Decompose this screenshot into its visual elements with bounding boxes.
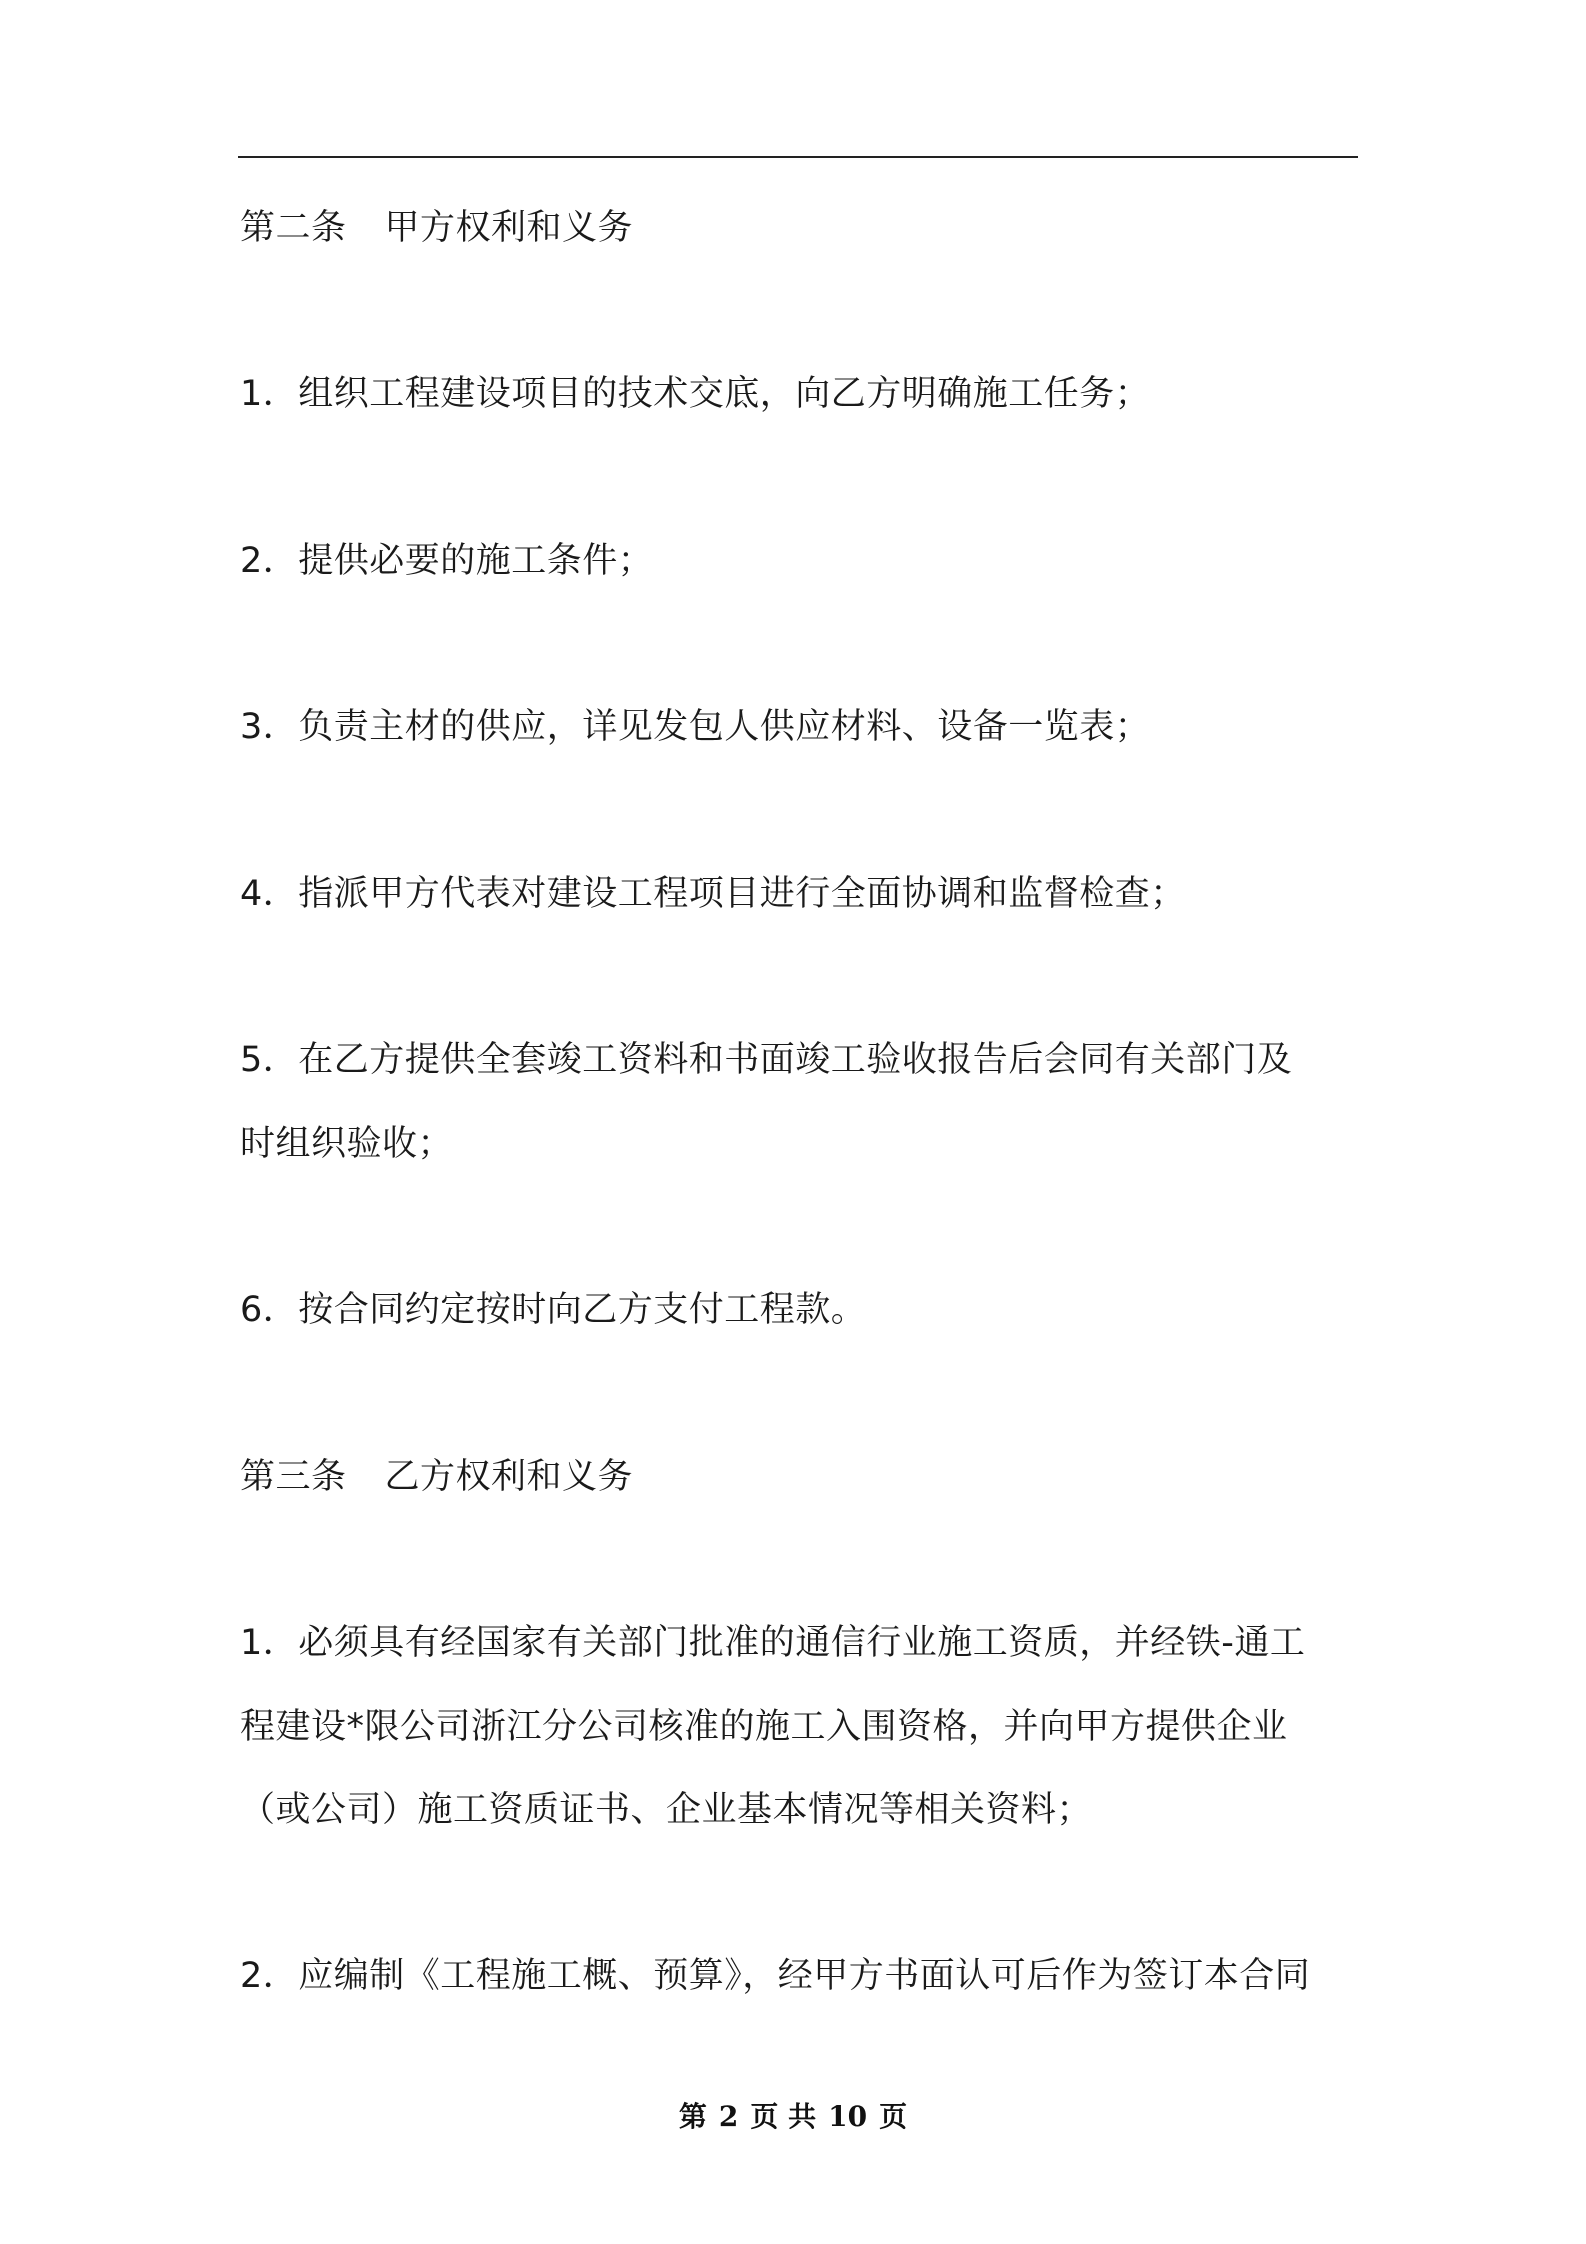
article-3-item-1-line-2: 程建设*限公司浙江分公司核准的施工入围资格，并向甲方提供企业 xyxy=(240,1707,1288,1747)
article-2-heading xyxy=(240,208,1360,248)
footer-suffix: 页 xyxy=(879,2100,908,2133)
footer-total-pages: 10 xyxy=(828,2100,868,2133)
article-2-item-4: 4．指派甲方代表对建设工程项目进行全面协调和监督检查； xyxy=(240,874,1186,914)
article-2-item-5-line-1: 5．在乙方提供全套竣工资料和书面竣工验收报告后会同有关部门及 xyxy=(240,1040,1293,1080)
article-2-item-3: 3．负责主材的供应，详见发包人供应材料、设备一览表； xyxy=(240,707,1151,747)
article-3-heading xyxy=(240,1457,1360,1497)
article-3-item-2-line-1: 2．应编制《工程施工概、预算》，经甲方书面认可后作为签订本合同 xyxy=(240,1956,1311,1996)
article-3-number: 第三条 xyxy=(240,1457,347,1497)
page-footer xyxy=(0,2101,1586,2133)
footer-page-number: 2 xyxy=(718,2100,739,2133)
footer-middle: 页 共 xyxy=(750,2100,817,2133)
header-rule xyxy=(238,156,1358,158)
article-3-item-1-line-3: （或公司）施工资质证书、企业基本情况等相关资料； xyxy=(240,1790,1093,1830)
article-2-item-6: 6．按合同约定按时向乙方支付工程款。 xyxy=(240,1290,867,1330)
footer-prefix: 第 xyxy=(678,2100,707,2133)
article-2-item-1: 1．组织工程建设项目的技术交底，向乙方明确施工任务； xyxy=(240,374,1151,414)
article-2-title: 甲方权利和义务 xyxy=(384,208,634,248)
article-2-item-5-line-2: 时组织验收； xyxy=(240,1124,454,1164)
article-2-number: 第二条 xyxy=(240,208,347,248)
article-3-title: 乙方权利和义务 xyxy=(384,1457,634,1497)
article-2-item-2: 2．提供必要的施工条件； xyxy=(240,541,654,581)
article-3-item-1-line-1: 1．必须具有经国家有关部门批准的通信行业施工资质，并经铁-通工 xyxy=(240,1623,1306,1663)
